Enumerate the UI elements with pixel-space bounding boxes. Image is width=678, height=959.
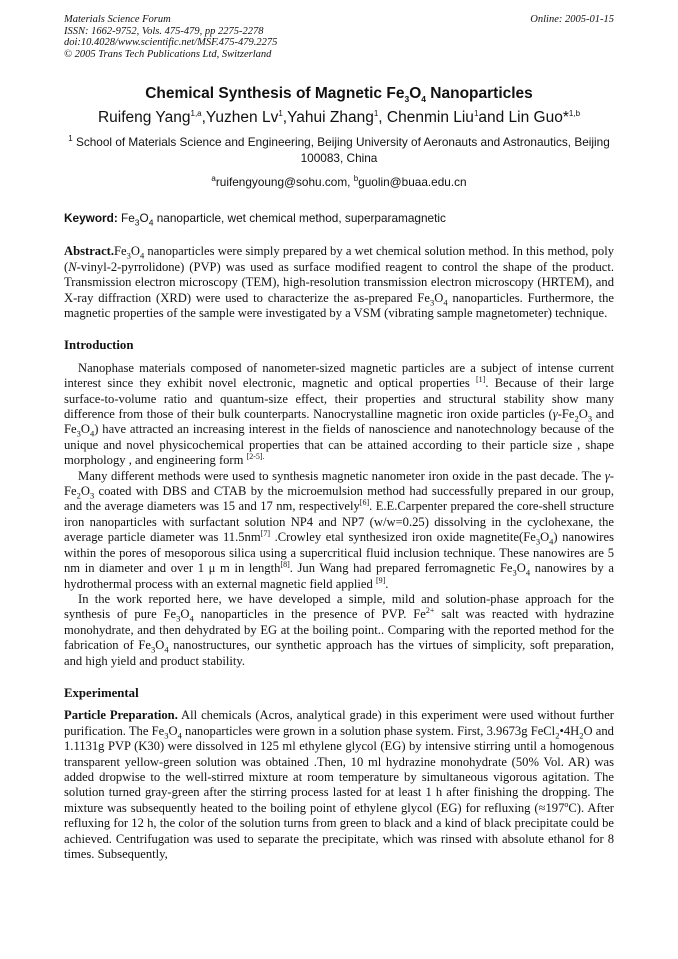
paper-title: Chemical Synthesis of Magnetic $Fe_3O_4$ Nanoparticles (145, 85, 533, 105)
author-name: and Lin Guo* (478, 109, 569, 127)
citation: [8] (280, 559, 290, 569)
paper-page (64, 14, 614, 862)
citation: [1] (476, 375, 486, 385)
citation: [2-5]. (246, 452, 265, 462)
author-name: ,Yahui Zhang (282, 109, 374, 127)
subsection-label: Particle Preparation. (64, 708, 178, 723)
journal-name: Materials Science Forum (64, 14, 171, 25)
intro-paragraph-1: Nanophase materials composed of nanometer-sized magnetic particles are a subject of intense current interest since they exhibit novel electronic, magnetic and optical properties [1]. Because of their large surface-to-volume ratio and quantum-size effect, their properties and structural stability show many difference from those of their bulk counterparts. Nanocrystalline magnetic iron oxide particles ($\gamma-Fe_2O_3$ and $Fe_3O_4$) have attracted an increasing interest in the fields of nanoscience and nanotechnology because of the unique and novel physicochemical properties that can be attained according to their particle size , shape morphology , and engineering form $^{[2-5].}$ (64, 360, 615, 468)
author-name: Ruifeng Yang (97, 109, 191, 127)
section-heading-introduction: Introduction (64, 338, 134, 353)
citation: [9] (375, 575, 386, 585)
doi-line: doi:10.4028/www.scientific.net/MSF.475-479.2275 (64, 37, 278, 49)
intro-paragraph-2: Many different methods were used to synthesis magnetic nanometer iron oxide in the past decade. The $\gamma-Fe_2O_3$ coated with DBS and CTAB by the microemulsion method had successfully prepared in our group, and the average diameters was 15 and 17 nm, respectively[6]. E.E.Carpenter prepared the core-shell structure iron nanoparticles with surfactant solution NP4 and NP7 (w/w=0.25) dissolving in the cyclohexane, the average particle diameter was 11.5nm[7] .Crowley etal synthesized iron oxide $magnetite(Fe_3O_4)$ nanowires within the pores of mesoporous silica using a supercritical fluid inclusion technique. These nanowires are 5 nm in diameter and over 1 μ m in length[8]. Jun Wang had prepared ferromagnetic $Fe_3O_4$ nanowires by a hydrothermal process with an external magnetic field applied [9]. (64, 468, 614, 591)
abstract: $Abstract.Fe_3O_4$ nanoparticles were simply prepared by a wet chemical solution method. In this method, poly (N-vinyl-2-pyrrolidone) (PVP) was used as surface modified reagent to control the shape of the product. Transmission electron microscopy (TEM), high-resolution transmission electron microscopy (HRTEM), and X-ray diffraction (XRD) were used to characterize the as-prepared $Fe_3O_4$ nanoparticles. Furthermore, the magnetic properties of the sample were investigated by a VSM (vibrating sample magnetometer) technique. (64, 244, 614, 320)
citation: [7] (260, 529, 270, 539)
copyright-line: © 2005 Trans Tech Publications Ltd, Switzerland (64, 48, 272, 60)
abstract-label: Abstract. (64, 244, 115, 259)
online-date: Online: 2005-01-15 (530, 14, 614, 25)
experimental-paragraph: Particle Preparation. All chemicals (Acros, analytical grade) in this experiment were used without further purification. The $Fe_3O_4$ nanoparticles were grown in a solution phase system. First, 3.9673g $FeCl_2•4H_2O$ and 1.1131g PVP (K30) were dissolved in 125 ml ethylene glycol (EG) by intensive stirring until a homogenous transparent yellow-green solution was obtained .Then, 10 ml hydrazine monohydrate (50% Vol. AR) was added dropwise to the well-stirred mixture at room temperature by simultaneous vigorous agitation. The solution turned gray-green after the stirring process lasted for at least 1 h after finishing the dropping. The mixture was subsequently heated to the boiling point of ethylene glycol (EG) for refluxing $(\approx 197^oC)$. After refluxing for 12 h, the color of the solution turns from green to black and a kind of black precipitate could be achieved. Centrifugation was used to separate the precipitate, which was rinsed with absolute ethanol for 8 times. Subsequently, (64, 708, 614, 861)
author-name: , Chenmin Liu (378, 109, 474, 127)
author-name: ,Yuzhen Lv (201, 109, 279, 127)
author-list: Ruifeng Yang$^{1,a}$,Yuzhen Lv$^1$,Yahui Zhang$^1$, Chenmin Liu$^1$and Lin Guo*$^{1,b}$ (97, 109, 581, 127)
keywords-line: Keyword: $Fe_3O_4$ nanoparticle, wet chemical method, superparamagnetic (64, 211, 446, 228)
author-emails: $^a$ruifengyoung@sohu.com, $^b$guolin@buaa.edu.cn (211, 174, 467, 190)
journal-header (64, 14, 614, 60)
citation: [6] (359, 498, 370, 508)
affiliation: $^1$ School of Materials Science and Engineering, Beijing University of Aeronauts and Astronautics, Beijing 100083, China (68, 134, 610, 166)
issn-line: ISSN: 1662-9752, Vols. 475-479, pp 2275-2278 (64, 25, 264, 37)
keywords-label: Keyword: (64, 211, 118, 226)
section-heading-experimental: Experimental (64, 685, 139, 700)
intro-paragraph-3: In the work reported here, we have developed a simple, mild and solution-phase approach for the synthesis of pure $Fe_3O_4$ nanoparticles in the presence of PVP. $Fe^{2+}$ salt was reacted with hydrazine monohydrate, and then dehydrated by EG at the boiling point.. Comparing with the reported method for the fabrication of $Fe_3O_4$ nanostructures, our synthetic approach has the virtues of simplicity, soft preparation, and high yield and product stability. (64, 591, 614, 668)
